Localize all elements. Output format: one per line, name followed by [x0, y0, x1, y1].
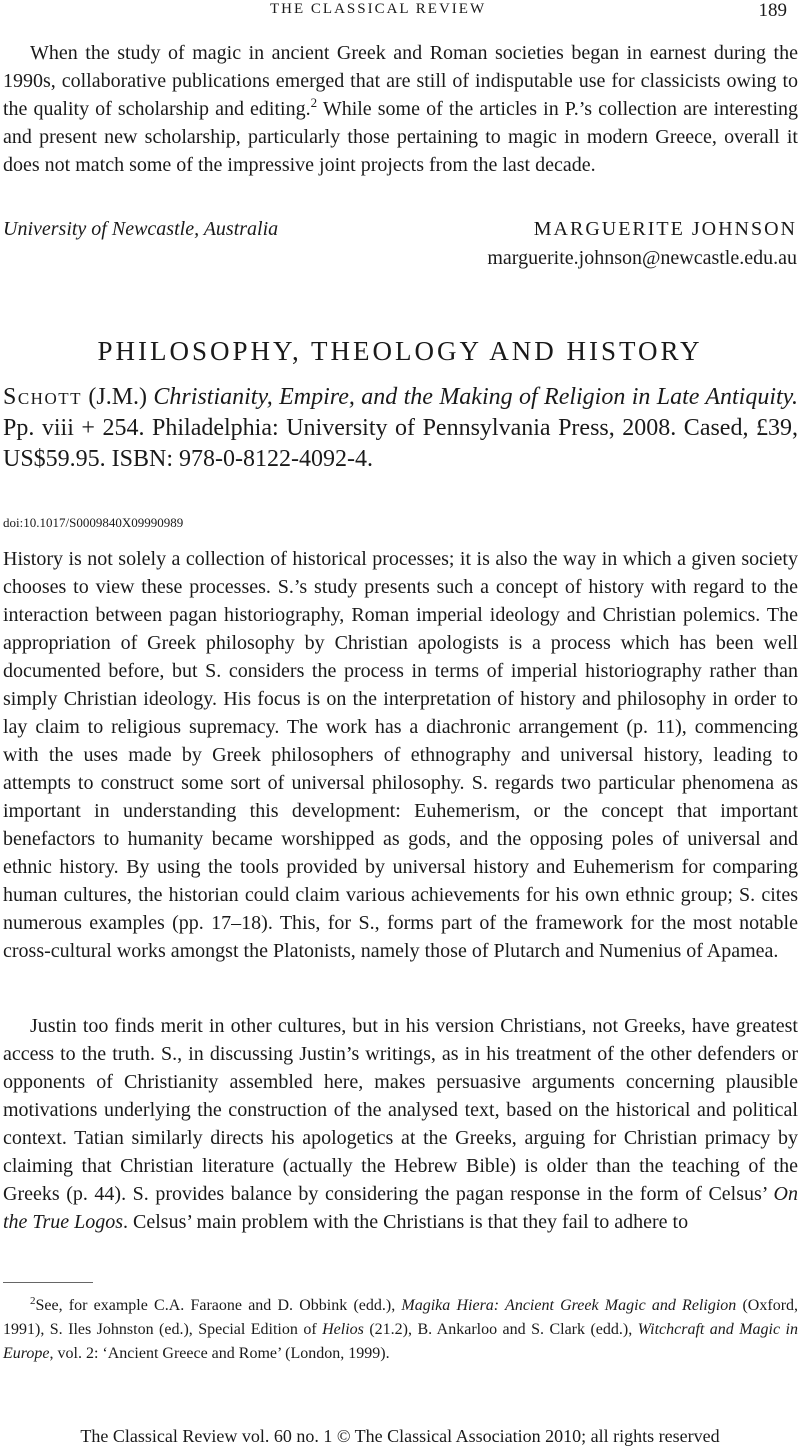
footnote-italic-2: Helios	[322, 1321, 364, 1338]
footnote-reference[interactable]: 2	[310, 95, 318, 110]
paragraph-2-text-1: Justin too finds merit in other cultures, but in his version Christians, not Greeks, have greatest access to the truth. S., in discussing Justin’s writings, as in his treatment of the other defenders or opponents of Christianity assembled here, makes persuasive arguments concerning plausible motivations underlying the construction of the analysed text, based on the historical and political context. Tatian similarly directs his apologetics at the Greeks, arguing for Christian primacy by claiming that Christian literature (actually the Hebrew Bible) is older than the teaching of the Greeks (p. 44). S. provides balance by considering the pagan response in the form of Celsus’	[3, 1015, 798, 1205]
reviewer-affiliation: University of Newcastle, Australia	[3, 218, 279, 240]
reviewer-email[interactable]: marguerite.johnson@newcastle.edu.au	[487, 247, 797, 269]
review-paragraph-1: History is not solely a collection of historical processes; it is also the way in which a given society chooses to view these processes. S.’s study presents such a concept of history with regard to the interaction between pagan historiography, Roman imperial ideology and Christian polemics. The appropriation of Greek philosophy by Christian apologists is a process which has been well documented before, but S. considers the process in terms of imperial historiography rather than simply Christian ideology. His focus is on the interpretation of history and philosophy in order to lay claim to religious supremacy. The work has a diachronic arrangement (p. 11), commencing with the uses made by Greek philosophers of ethnography and universal history, leading to attempts to construct some sort of universal philosophy. S. regards two particular phenomena as important in understanding this development: Euhemerism, or the concept that important benefactors to humanity became worshipped as gods, and the opposing poles of universal and ethnic history. By using the tools provided by universal history and Euhemerism for comparing human cultures, the historian could claim various achievements for his own ethnic group; S. cites numerous examples (pp. 17–18). This, for S., forms part of the framework for the most notable cross-cultural works amongst the Platonists, namely those of Plutarch and Numenius of Apamea.	[3, 548, 798, 962]
section-heading: PHILOSOPHY, THEOLOGY AND HISTORY	[97, 336, 703, 366]
book-author: Schott	[3, 384, 83, 410]
footnote-text-4: , vol. 2: ‘Ancient Greece and Rome’ (London, 1999).	[49, 1345, 390, 1362]
celsus-work-title: On the True Logos	[3, 1183, 798, 1233]
footnote-italic-1: Magika Hiera: Ancient Greek Magic and Religion	[401, 1297, 737, 1314]
review-paragraph-2	[3, 1012, 798, 1236]
doi-link[interactable]: doi:10.1017/S0009840X09990989	[3, 515, 184, 530]
reviewer-name: MARGUERITE JOHNSON	[533, 218, 797, 240]
book-initials: (J.M.)	[82, 384, 154, 410]
running-title: THE CLASSICAL REVIEW	[270, 1, 487, 17]
footnote-italic-3: Witchcraft and Magic in Europe	[3, 1321, 798, 1362]
footnote-text-3: (21.2), B. Ankarloo and S. Clark (edd.),	[363, 1321, 638, 1338]
running-head	[0, 0, 800, 24]
footnote-divider	[3, 1282, 93, 1283]
footnote-text-1: See, for example C.A. Faraone and D. Obbink (edd.),	[35, 1297, 402, 1314]
page-footer: The Classical Review vol. 60 no. 1 © The Classical Association 2010; all rights reserved	[80, 1426, 720, 1446]
closing-paragraph-text-1: When the study of magic in ancient Greek and Roman societies began in earnest during the 1990s, collaborative publications emerged that are still of indisputable use for classicists owing to the quality of scholarship and editing.	[3, 42, 798, 120]
paragraph-2-text-2: . Celsus’ main problem with the Christians is that they fail to adhere to	[123, 1211, 689, 1233]
footnote-text-2: (Oxford, 1991), S. Iles Johnston (ed.), Special Edition of	[3, 1297, 799, 1338]
book-details: Pp. viii + 254. Philadelphia: University of Pennsylvania Press, 2008. Cased, £39, US$59.95. ISBN: 978-0-8122-4092-4.	[3, 415, 798, 472]
page-number: 189	[758, 0, 787, 21]
book-citation	[3, 382, 798, 475]
book-title: Christianity, Empire, and the Making of Religion in Late Antiquity.	[153, 384, 799, 410]
closing-paragraph-text-2: While some of the articles in P.’s collection are interesting and present new scholarship, particularly those pertaining to magic in modern Greece, overall it does not match some of the impressive joint projects from the last decade.	[3, 98, 798, 176]
previous-review-closing-paragraph	[3, 39, 798, 179]
footnote	[3, 1294, 798, 1366]
footnote-number: 2	[30, 1295, 36, 1307]
